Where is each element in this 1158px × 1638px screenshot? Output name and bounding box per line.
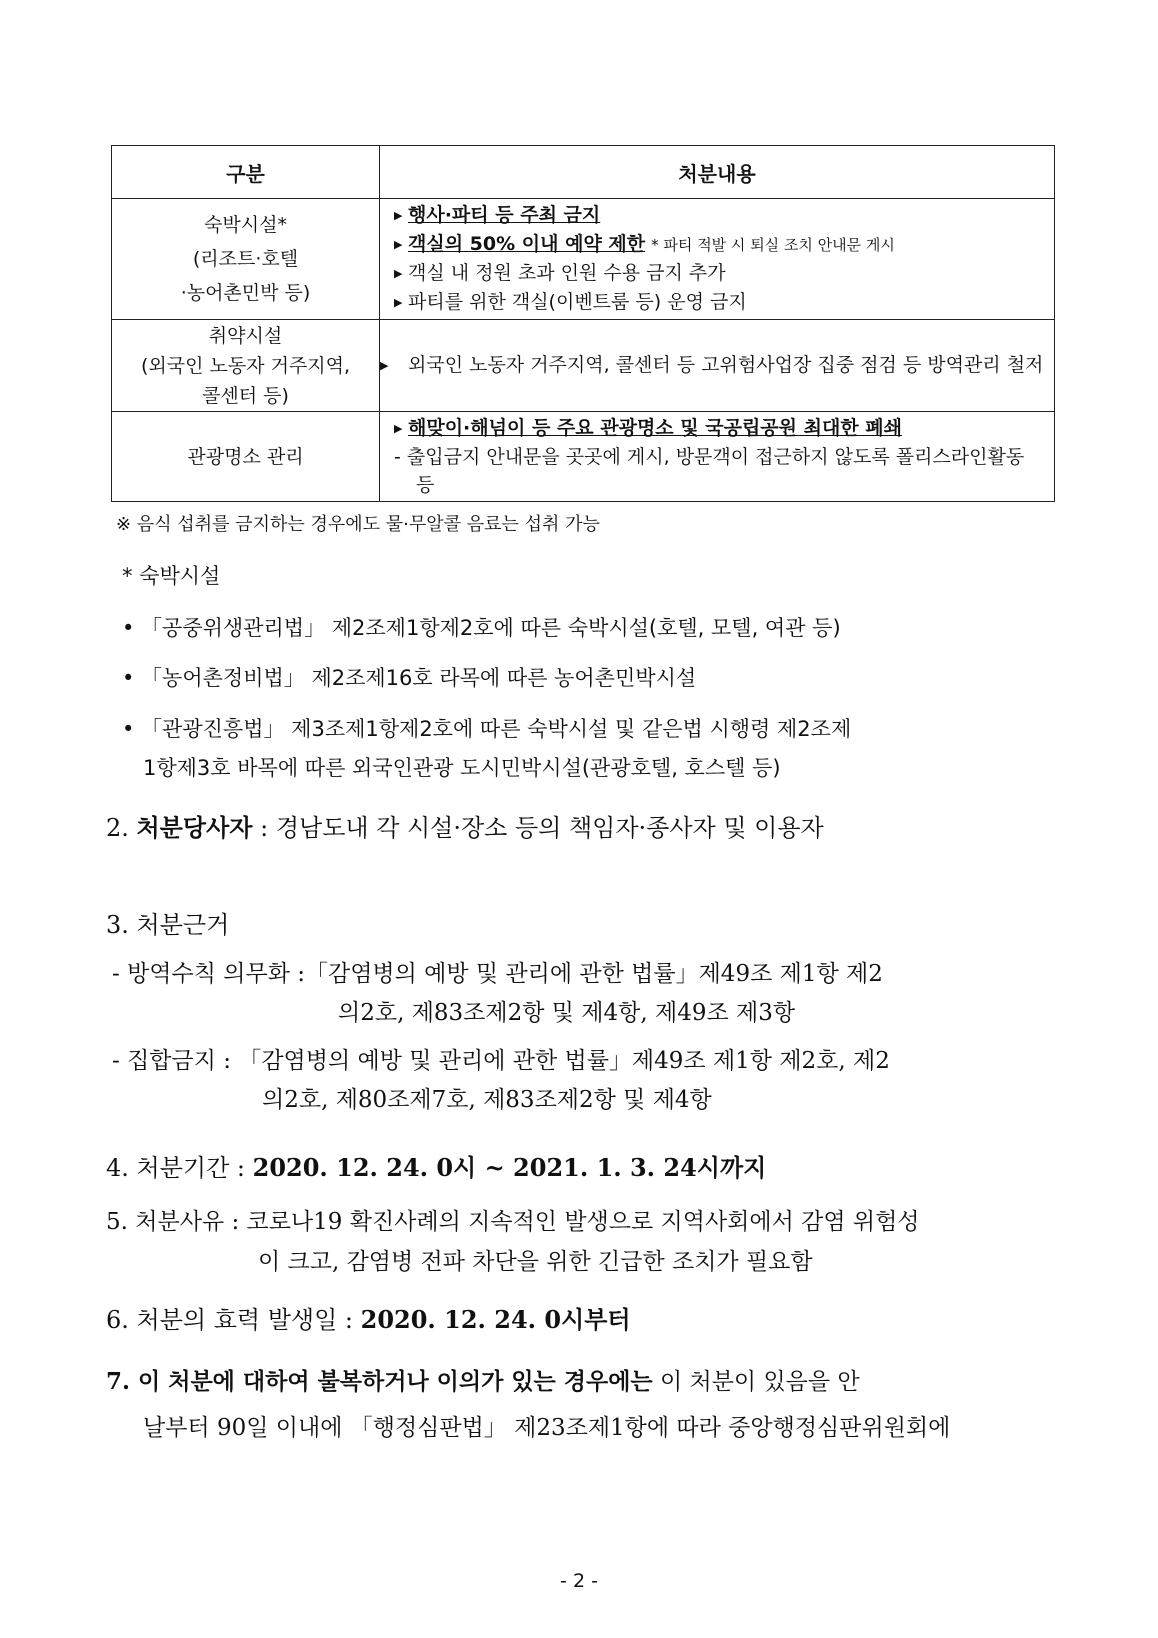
table-row <box>112 412 1055 502</box>
section-2: 2. 처분당사자 : 경남도내 각 시설·장소 등의 책임자·종사자 및 이용자 <box>106 813 824 842</box>
table-row <box>112 199 1055 320</box>
row-content <box>380 199 1055 320</box>
section-3-line: 의2호, 제83조제2항 및 제4항, 제49조 제3항 <box>338 1000 796 1026</box>
list-item: ▶ 파티를 위한 객실(이벤트룸 등) 운영 금지 <box>394 288 1046 317</box>
table-row <box>112 320 1055 412</box>
section-6: 6. 처분의 효력 발생일 : 2020. 12. 24. 0시부터 <box>106 1305 631 1334</box>
table-header-row <box>112 146 1055 199</box>
row-category: 숙박시설* (리조트·호텔 ·농어촌민박 등) <box>112 199 380 320</box>
section-3-title: 3. 처분근거 <box>106 911 230 939</box>
list-item: ▶ 객실 내 정원 초과 인원 수용 금지 추가 <box>394 259 1046 288</box>
row-category: 취약시설 (외국인 노동자 거주지역, 콜센터 등) <box>112 320 380 412</box>
section-5-line: 이 크고, 감염병 전파 차단을 위한 긴급한 조치가 필요함 <box>258 1249 813 1275</box>
section-3-line: - 집합금지 : 「감염병의 예방 및 관리에 관한 법률」제49조 제1항 제2호, 제2 <box>112 1048 890 1074</box>
triangle-bullet-icon: ▶ <box>380 359 389 372</box>
header-category: 구분 <box>112 146 380 199</box>
header-content: 처분내용 <box>380 146 1055 199</box>
lodging-note-title: * 숙박시설 <box>122 564 221 588</box>
list-item: ▶ 객실의 50% 이내 예약 제한 * 파티 적발 시 퇴실 조치 안내문 게시 <box>394 230 1046 259</box>
section-7-line: 7. 이 처분에 대하여 불복하거나 이의가 있는 경우에는 이 처분이 있음을 안 <box>106 1368 860 1395</box>
triangle-bullet-icon: ▶ <box>394 296 403 309</box>
disposition-table <box>111 145 1055 502</box>
row-category: 관광명소 관리 <box>112 412 380 502</box>
lodging-note-item: • 「농어촌정비법」 제2조제16호 라목에 따른 농어촌민박시설 <box>122 666 697 690</box>
section-4: 4. 처분기간 : 2020. 12. 24. 0시 ~ 2021. 1. 3. 24시까지 <box>106 1153 767 1182</box>
triangle-bullet-icon: ▶ <box>394 267 403 280</box>
table-footnote: ※ 음식 섭취를 금지하는 경우에도 물·무알콜 음료는 섭취 가능 <box>116 514 600 535</box>
section-3-line: - 방역수칙 의무화 :「감염병의 예방 및 관리에 관한 법률」제49조 제1항 제2 <box>112 961 883 987</box>
section-3-line: 의2호, 제80조제7호, 제83조제2항 및 제4항 <box>262 1087 712 1113</box>
section-5-line: 5. 처분사유 : 코로나19 확진사례의 지속적인 발생으로 지역사회에서 감염 위험성 <box>106 1209 920 1235</box>
list-item: ▶ 해맞이·해넘이 등 주요 관광명소 및 국공립공원 최대한 폐쇄 <box>394 414 1046 443</box>
list-item: ▶ 외국인 노동자 거주지역, 콜센터 등 고위험사업장 집중 점검 등 방역관리 철저 <box>394 351 1046 380</box>
triangle-bullet-icon: ▶ <box>394 238 403 251</box>
list-item: ▶ 행사·파티 등 주최 금지 <box>394 201 1046 230</box>
lodging-note-item: • 「관광진흥법」 제3조제1항제2호에 따른 숙박시설 및 같은법 시행령 제2조제 <box>122 717 852 741</box>
lodging-note-item: 1항제3호 바목에 따른 외국인관광 도시민박시설(관광호텔, 호스텔 등) <box>143 756 781 780</box>
row-content <box>380 320 1055 412</box>
triangle-bullet-icon: ▶ <box>394 209 403 222</box>
section-7-line: 날부터 90일 이내에 「행정심판법」 제23조제1항에 따라 중앙행정심판위원회에 <box>143 1415 951 1441</box>
row-content <box>380 412 1055 502</box>
list-item: - 출입금지 안내문을 곳곳에 게시, 방문객이 접근하지 않도록 폴리스라인활동 등 <box>394 446 1025 496</box>
page-number: - 2 - <box>560 1570 598 1592</box>
lodging-note-item: • 「공중위생관리법」 제2조제1항제2호에 따른 숙박시설(호텔, 모텔, 여관 등) <box>122 616 841 640</box>
triangle-bullet-icon: ▶ <box>394 422 403 435</box>
